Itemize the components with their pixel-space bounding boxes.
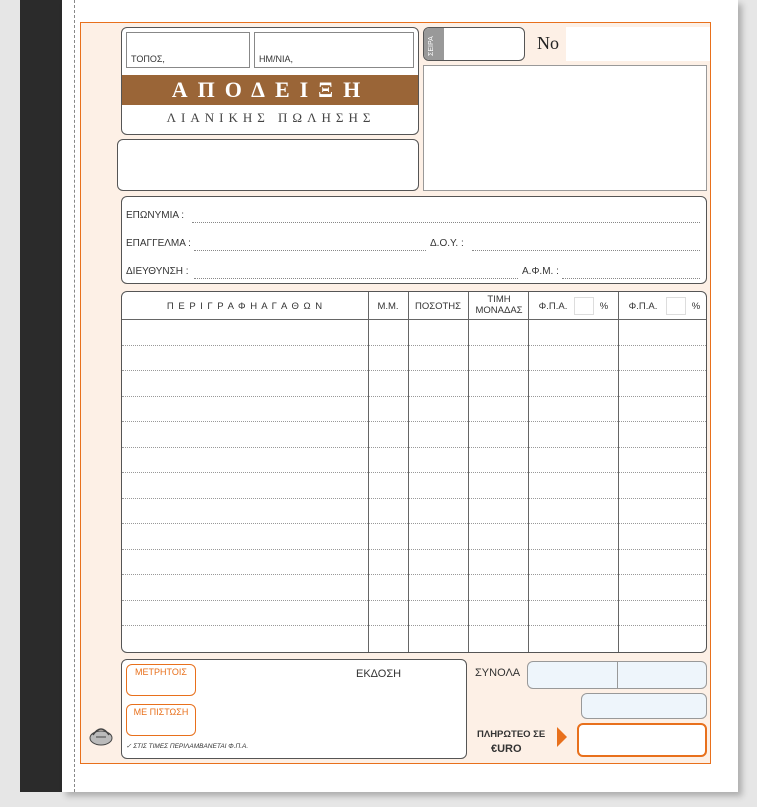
name-label: ΕΠΩΝΥΜΙΑ : <box>126 210 185 221</box>
number-field[interactable] <box>566 27 710 61</box>
table-row[interactable] <box>122 421 707 422</box>
column-divider <box>618 292 619 652</box>
table-row[interactable] <box>122 625 707 626</box>
tax-office-line[interactable] <box>472 250 700 251</box>
publisher-logo-icon <box>87 721 115 749</box>
cash-option[interactable] <box>126 664 196 696</box>
currency-label: €URO <box>491 743 522 755</box>
column-divider <box>368 292 369 652</box>
place-label: ΤΟΠΟΣ, <box>131 54 165 64</box>
column-header-vat-2: Φ.Π.Α. <box>628 301 658 312</box>
table-row[interactable] <box>122 574 707 575</box>
vat-percent-2: % <box>691 301 701 312</box>
perforation-line <box>74 0 75 792</box>
totals-divider <box>617 662 618 688</box>
payment-box <box>121 659 467 759</box>
receipt-title: ΑΠΟΔΕΙΞΗ <box>171 77 371 102</box>
table-row[interactable] <box>122 523 707 524</box>
series-label: ΣΕΙΡΑ <box>428 36 435 56</box>
vat-total-field[interactable] <box>581 693 707 719</box>
column-header-vat-1: Φ.Π.Α. <box>538 301 568 312</box>
series-tab <box>424 28 444 61</box>
name-line[interactable] <box>192 222 700 223</box>
table-header <box>122 292 707 320</box>
table-row[interactable] <box>122 447 707 448</box>
payable-amount-field[interactable] <box>577 723 707 757</box>
profession-line[interactable] <box>194 250 426 251</box>
payable-label: ΠΛΗΡΩΤΕΟ ΣΕ <box>477 729 546 740</box>
column-header-unit-price: ΤΙΜΗ ΜΟΝΑΔΑΣ <box>475 294 523 316</box>
vat-percent-1: % <box>599 301 609 312</box>
table-row[interactable] <box>122 549 707 550</box>
table-row[interactable] <box>122 600 707 601</box>
column-header-description: Π Ε Ρ Ι Γ Ρ Α Φ Η Α Γ Α Θ Ω Ν <box>166 301 324 312</box>
date-field[interactable] <box>254 32 414 68</box>
receipt-subtitle: ΛΙΑΝΙΚΗΣ ΠΩΛΗΣΗΣ <box>166 110 376 125</box>
date-label: ΗΜ/ΝΙΑ, <box>259 54 294 64</box>
customer-box <box>121 196 707 284</box>
table-row[interactable] <box>122 345 707 346</box>
receipt-paper <box>62 0 738 792</box>
table-row[interactable] <box>122 498 707 499</box>
address-line[interactable] <box>194 278 518 279</box>
title-band <box>122 75 419 105</box>
form-area <box>80 22 711 764</box>
payable-arrow-icon <box>557 727 567 747</box>
column-divider <box>468 292 469 652</box>
profession-label: ΕΠΑΓΓΕΛΜΑ : <box>126 238 191 249</box>
vat-number-line[interactable] <box>562 278 700 279</box>
address-label: ΔΙΕΥΘΥΝΣΗ : <box>126 266 189 277</box>
column-header-quantity: ΠΟΣΟΤΗΣ <box>414 301 462 312</box>
place-field[interactable] <box>126 32 250 68</box>
vat-rate-field-1[interactable] <box>574 297 594 315</box>
series-box[interactable] <box>423 27 525 61</box>
vat-included-note: ✓ ΣΤΙΣ ΤΙΜΕΣ ΠΕΡΙΛΑΜΒΑΝΕΤΑΙ Φ.Π.Α. <box>126 743 249 750</box>
cash-label: ΜΕΤΡΗΤΟΙΣ <box>135 667 187 677</box>
totals-label: ΣΥΝΟΛΑ <box>475 667 521 679</box>
tax-office-label: Δ.Ο.Υ. : <box>430 238 464 249</box>
binding-strip <box>20 0 62 792</box>
table-row[interactable] <box>122 472 707 473</box>
column-header-unit: Μ.Μ. <box>377 301 399 312</box>
credit-option[interactable] <box>126 704 196 736</box>
table-body <box>122 320 707 653</box>
title-block <box>121 27 419 135</box>
vat-number-label: Α.Φ.Μ. : <box>522 266 559 277</box>
column-divider <box>408 292 409 652</box>
table-row[interactable] <box>122 370 707 371</box>
column-divider <box>528 292 529 652</box>
issuer-box[interactable] <box>117 139 419 191</box>
goods-table <box>121 291 707 653</box>
credit-label: ΜΕ ΠΙΣΤΩΣΗ <box>133 707 189 717</box>
vat-rate-field-2[interactable] <box>666 297 686 315</box>
table-row[interactable] <box>122 396 707 397</box>
number-label: No <box>537 33 559 53</box>
issue-label: ΕΚΔΟΣΗ <box>356 668 402 680</box>
totals-field[interactable] <box>527 661 707 689</box>
stamp-box[interactable] <box>423 65 707 191</box>
